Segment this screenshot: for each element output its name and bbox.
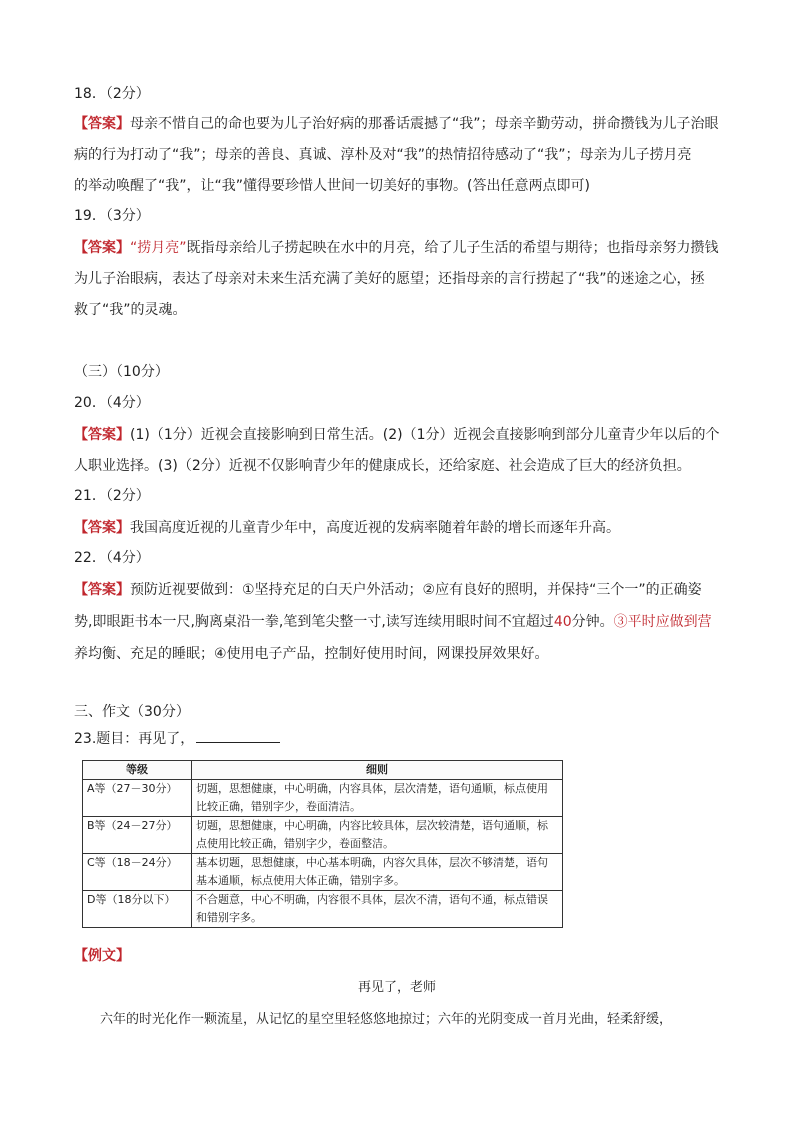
answer-19-line-3: 救了“我”的灵魂。 xyxy=(74,302,187,318)
essay-line-1: 六年的时光化作一颗流星，从记忆的星空里轻悠悠地掠过；六年的光阴变成一首月光曲，轻柔舒缓， xyxy=(100,1012,673,1027)
answer-18-line-1 xyxy=(74,114,724,134)
section-header: （三）（10分） xyxy=(74,364,169,380)
table-row xyxy=(83,817,563,854)
answer-text: 势,即眼距书本一尺,胸离桌沿一拳,笔到笔尖整一寸,读写连续用眼时间不宜超过 xyxy=(74,614,554,630)
answer-tag: 【答案】 xyxy=(74,427,130,443)
answer-text: (1)（1分）近视会直接影响到日常生活。(2)（1分）近视会直接影响到部分儿童青少年以后的个 xyxy=(130,427,720,443)
question-19-header: 19．（3分） xyxy=(74,208,150,224)
question-21-header: 21．（2分） xyxy=(74,488,150,504)
answer-tag: 【答案】 xyxy=(74,240,130,256)
question-18-header: 18．（2分） xyxy=(74,86,150,102)
table-row xyxy=(83,854,563,891)
example-essay-tag-line xyxy=(74,946,724,966)
answer-text: 既指母亲给儿子捞起映在水中的月亮，给了儿子生活的希望与期待；也指母亲努力攒钱 xyxy=(186,240,719,256)
detail-cell: 切题，思想健康，中心明确，内容比较具体，层次较清楚，语句通顺，标点使用比较正确，错别字少，卷面整洁。 xyxy=(192,817,563,854)
answer-highlight: “捞月亮” xyxy=(130,240,187,256)
answer-21-line-1 xyxy=(74,518,724,538)
composition-header: 三、作文（30分） xyxy=(74,704,190,720)
detail-cell: 切题，思想健康，中心明确，内容具体，层次清楚，语句通顺，标点使用比较正确，错别字少，卷面清洁。 xyxy=(192,780,563,817)
answer-tag: 【答案】 xyxy=(74,520,130,536)
answer-19-line-2: 为儿子治眼病，表达了母亲对未来生活充满了美好的愿望；还指母亲的言行捞起了“我”的迷途之心，拯 xyxy=(74,271,705,287)
grade-cell: C等（18－24分） xyxy=(83,854,192,891)
table-row xyxy=(83,891,563,928)
detail-cell: 基本切题，思想健康，中心基本明确，内容欠具体，层次不够清楚，语句基本通顺，标点使用大体正确，错别字多。 xyxy=(192,854,563,891)
essay-title: 再见了，老师 xyxy=(357,980,436,995)
answer-text: 我国高度近视的儿童青少年中，高度近视的发病率随着年龄的增长而逐年升高。 xyxy=(130,520,620,536)
answer-18-line-3: 的举动唤醒了“我”，让“我”懂得要珍惜人世间一切美好的事物。(答出任意两点即可) xyxy=(74,178,590,194)
grade-cell: A等（27－30分） xyxy=(83,780,192,817)
example-tag: 【例文】 xyxy=(74,948,130,964)
grading-rubric-table xyxy=(82,760,563,928)
answer-22-line-2 xyxy=(74,612,724,632)
answer-22-line-1 xyxy=(74,580,724,600)
answer-highlight: ③平时应做到营 xyxy=(613,614,712,630)
grade-cell: B等（24－27分） xyxy=(83,817,192,854)
question-20-header: 20．（4分） xyxy=(74,395,150,411)
grade-cell: D等（18分以下） xyxy=(83,891,192,928)
answer-highlight: 40 xyxy=(553,614,572,630)
answer-text: 预防近视要做到：①坚持充足的白天户外活动；②应有良好的照明，并保持“三个一”的正确姿 xyxy=(130,582,702,598)
answer-tag: 【答案】 xyxy=(74,116,130,132)
answer-tag: 【答案】 xyxy=(74,582,130,598)
detail-cell: 不合题意，中心不明确，内容很不具体，层次不清，语句不通，标点错误和错别字多。 xyxy=(192,891,563,928)
answer-19-line-1 xyxy=(74,238,724,258)
answer-20-line-2: 人职业选择。(3)（2分）近视不仅影响青少年的健康成长，还给家庭、社会造成了巨大的经济负担。 xyxy=(74,458,691,474)
table-header-row xyxy=(83,761,563,780)
answer-20-line-1 xyxy=(74,425,724,445)
composition-prompt xyxy=(74,728,724,749)
answer-22-line-3: 养均衡、充足的睡眠；④使用电子产品，控制好使用时间，网课投屏效果好。 xyxy=(74,646,549,662)
column-header-grade: 等级 xyxy=(83,761,192,780)
answer-text: 分钟。 xyxy=(571,614,614,630)
answer-text: 母亲不惜自己的命也要为儿子治好病的那番话震撼了“我”；母亲辛勤劳动，拼命攒钱为儿子治眼 xyxy=(130,116,719,132)
prompt-text: 23.题目：再见了， xyxy=(74,731,195,747)
table-row xyxy=(83,780,563,817)
title-blank xyxy=(196,728,280,743)
question-22-header: 22．（4分） xyxy=(74,550,150,566)
answer-18-line-2: 病的行为打动了“我”；母亲的善良、真诚、淳朴及对“我”的热情招待感动了“我”；母亲为儿子捞月亮 xyxy=(74,147,692,163)
column-header-detail: 细则 xyxy=(192,761,563,780)
